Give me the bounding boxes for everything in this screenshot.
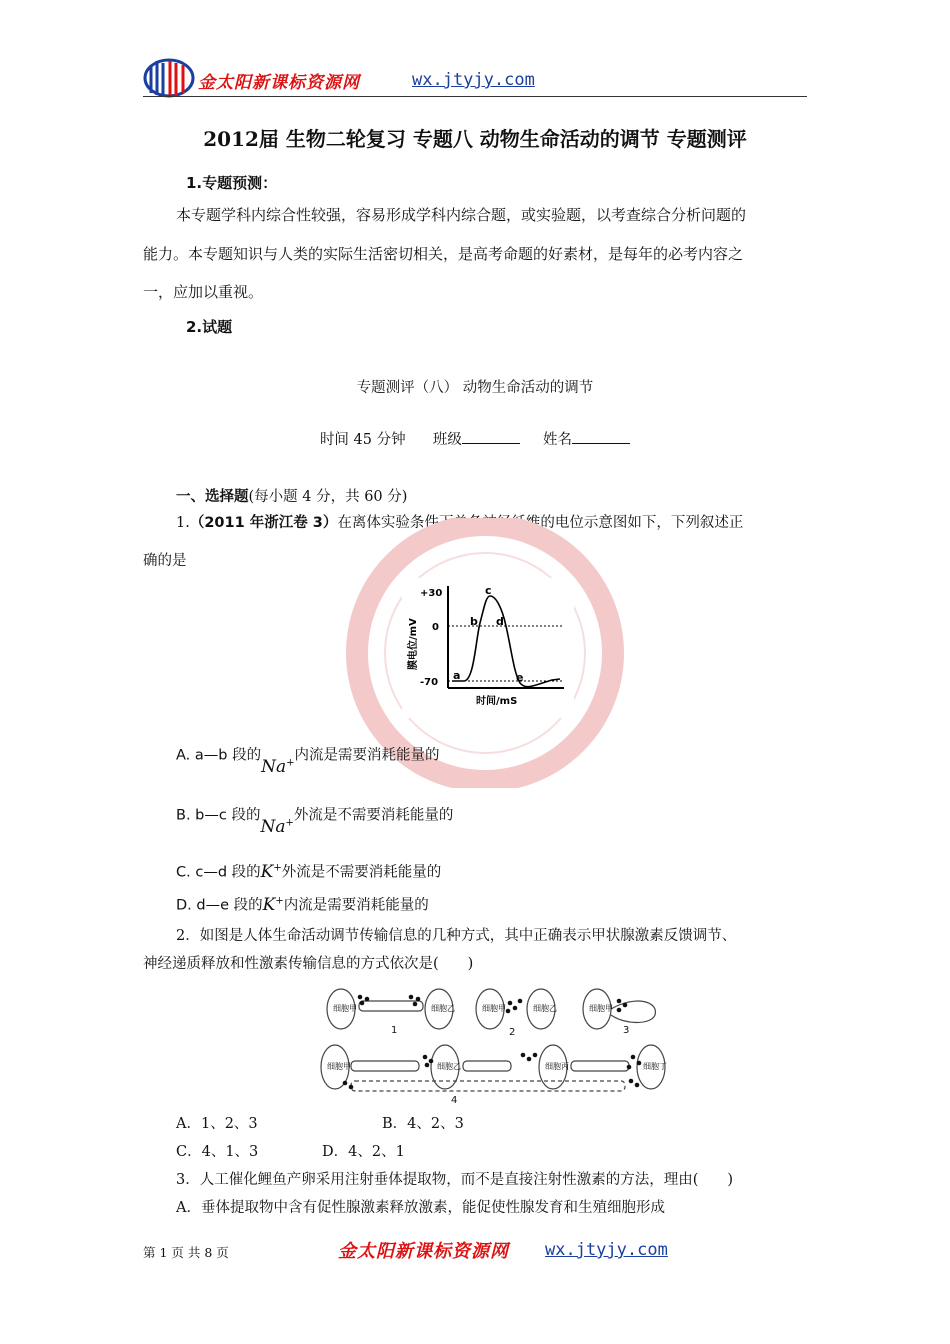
cell-label-9: 细胞丁 <box>643 1062 667 1071</box>
k-ion: K+ <box>260 861 282 882</box>
graph-xlabel: 时间/mS <box>476 696 518 707</box>
graph-ylabel: 膜电位/mV <box>408 618 419 670</box>
footer-brand: 金太阳新课标资源网 <box>338 1241 509 1262</box>
section1-line-3: 一，应加以重视。 <box>143 283 264 301</box>
ytick-zero: 0 <box>432 622 439 633</box>
q2-option-d[interactable]: D．4、2、1 <box>322 1144 405 1160</box>
footer-url[interactable]: wx.jtyjy.com <box>545 1240 668 1260</box>
na-ion: Na+ <box>260 816 294 837</box>
cell-label-3: 细胞甲 <box>482 1004 506 1013</box>
ytick-plus30: +30 <box>420 588 443 599</box>
q2-option-a[interactable]: A．1、2、3 <box>176 1116 258 1132</box>
header-divider <box>143 96 807 97</box>
q1-num: 1. <box>176 515 190 531</box>
name-blank[interactable] <box>572 429 630 444</box>
q1-option-c[interactable]: C. c—d 段的K+外流是不需要消耗能量的 <box>176 861 442 882</box>
q1-option-d[interactable]: D. d—e 段的K+内流是需要消耗能量的 <box>176 894 429 915</box>
cell-label-2: 细胞乙 <box>431 1004 455 1013</box>
q2-text-line1: 2．如图是人体生命活动调节传输信息的几种方式，其中正确表示甲状腺激素反馈调节、 <box>176 928 737 944</box>
test-info <box>0 428 950 449</box>
header-url[interactable]: wx.jtyjy.com <box>412 70 535 90</box>
part1-note: (每小题 4 分，共 60 分) <box>248 489 408 505</box>
cell-label-8: 细胞丙 <box>545 1062 569 1071</box>
section1-heading: 1.专题预测： <box>186 174 278 192</box>
section1-line-2: 能力。本专题知识与人类的实际生活密切相关，是高考命题的好素材，是每年的必考内容之 <box>143 245 744 263</box>
na-ion: Na+ <box>261 756 295 777</box>
q2-text-line2: 神经递质释放和性激素传输信息的方式依次是( ) <box>143 956 474 972</box>
point-e: e <box>516 671 524 684</box>
test-title: 专题测评（八） 动物生命活动的调节 <box>356 380 594 396</box>
point-c: c <box>485 584 492 597</box>
q1-text-line2: 确的是 <box>143 553 187 569</box>
cell-label-5: 细胞甲 <box>589 1004 613 1013</box>
q2-option-c[interactable]: C．4、1、3 <box>176 1144 259 1160</box>
diagram-number-2: 2 <box>509 1027 516 1038</box>
section2-heading: 2.试题 <box>186 318 233 336</box>
q2-signal-diagram <box>315 985 667 1105</box>
logo-icon <box>143 55 195 101</box>
cell-label-6: 细胞甲 <box>327 1062 351 1071</box>
diagram-number-4: 4 <box>451 1095 458 1105</box>
q1-potential-graph <box>402 578 574 718</box>
q3-text: 3．人工催化鲤鱼产卵采用注射垂体提取物，而不是直接注射性激素的方法，理由( ) <box>176 1172 734 1188</box>
section1-line-1: 本专题学科内综合性较强，容易形成学科内综合题，或实验题，以考查综合分析问题的 <box>176 206 747 224</box>
q3-option-a[interactable]: A．垂体提取物中含有促性腺激素释放激素，能促使性腺发育和生殖细胞形成 <box>176 1200 665 1216</box>
q1-text: 1.（2011 年浙江卷 3）在离体实验条件下单条神经纤维的电位示意图如下，下列叙述正 <box>176 515 744 531</box>
diagram-number-3: 3 <box>623 1025 630 1036</box>
point-b: b <box>470 615 478 628</box>
diagram-number-1: 1 <box>391 1025 398 1036</box>
q1-source: （2011 年浙江卷 3） <box>189 515 338 531</box>
header-brand: 金太阳新课标资源网 <box>198 73 360 93</box>
ytick-minus70: -70 <box>420 677 439 688</box>
time-label: 时间 45 分钟 <box>319 432 406 448</box>
page-number: 第 1 页 共 8 页 <box>143 1245 229 1260</box>
part1-heading: 一、选择题(每小题 4 分，共 60 分) <box>176 489 408 505</box>
cell-label-1: 细胞甲 <box>333 1004 357 1013</box>
point-d: d <box>496 615 504 628</box>
q1-option-b[interactable]: B. b—c 段的Na+外流是不需要消耗能量的 <box>176 807 454 837</box>
class-blank[interactable] <box>462 429 520 444</box>
q2-option-b[interactable]: B．4、2、3 <box>382 1116 464 1132</box>
name-label: 姓名 <box>543 432 573 448</box>
q1-option-a[interactable]: A. a—b 段的Na+内流是需要消耗能量的 <box>176 747 440 777</box>
k-ion: K+ <box>262 894 284 915</box>
class-label: 班级 <box>432 432 462 448</box>
cell-label-4: 细胞乙 <box>533 1004 557 1013</box>
cell-label-7: 细胞乙 <box>437 1062 461 1071</box>
point-a: a <box>453 669 461 682</box>
doc-title: 2012届 生物二轮复习 专题八 动物生命活动的调节 专题测评 <box>203 127 747 151</box>
